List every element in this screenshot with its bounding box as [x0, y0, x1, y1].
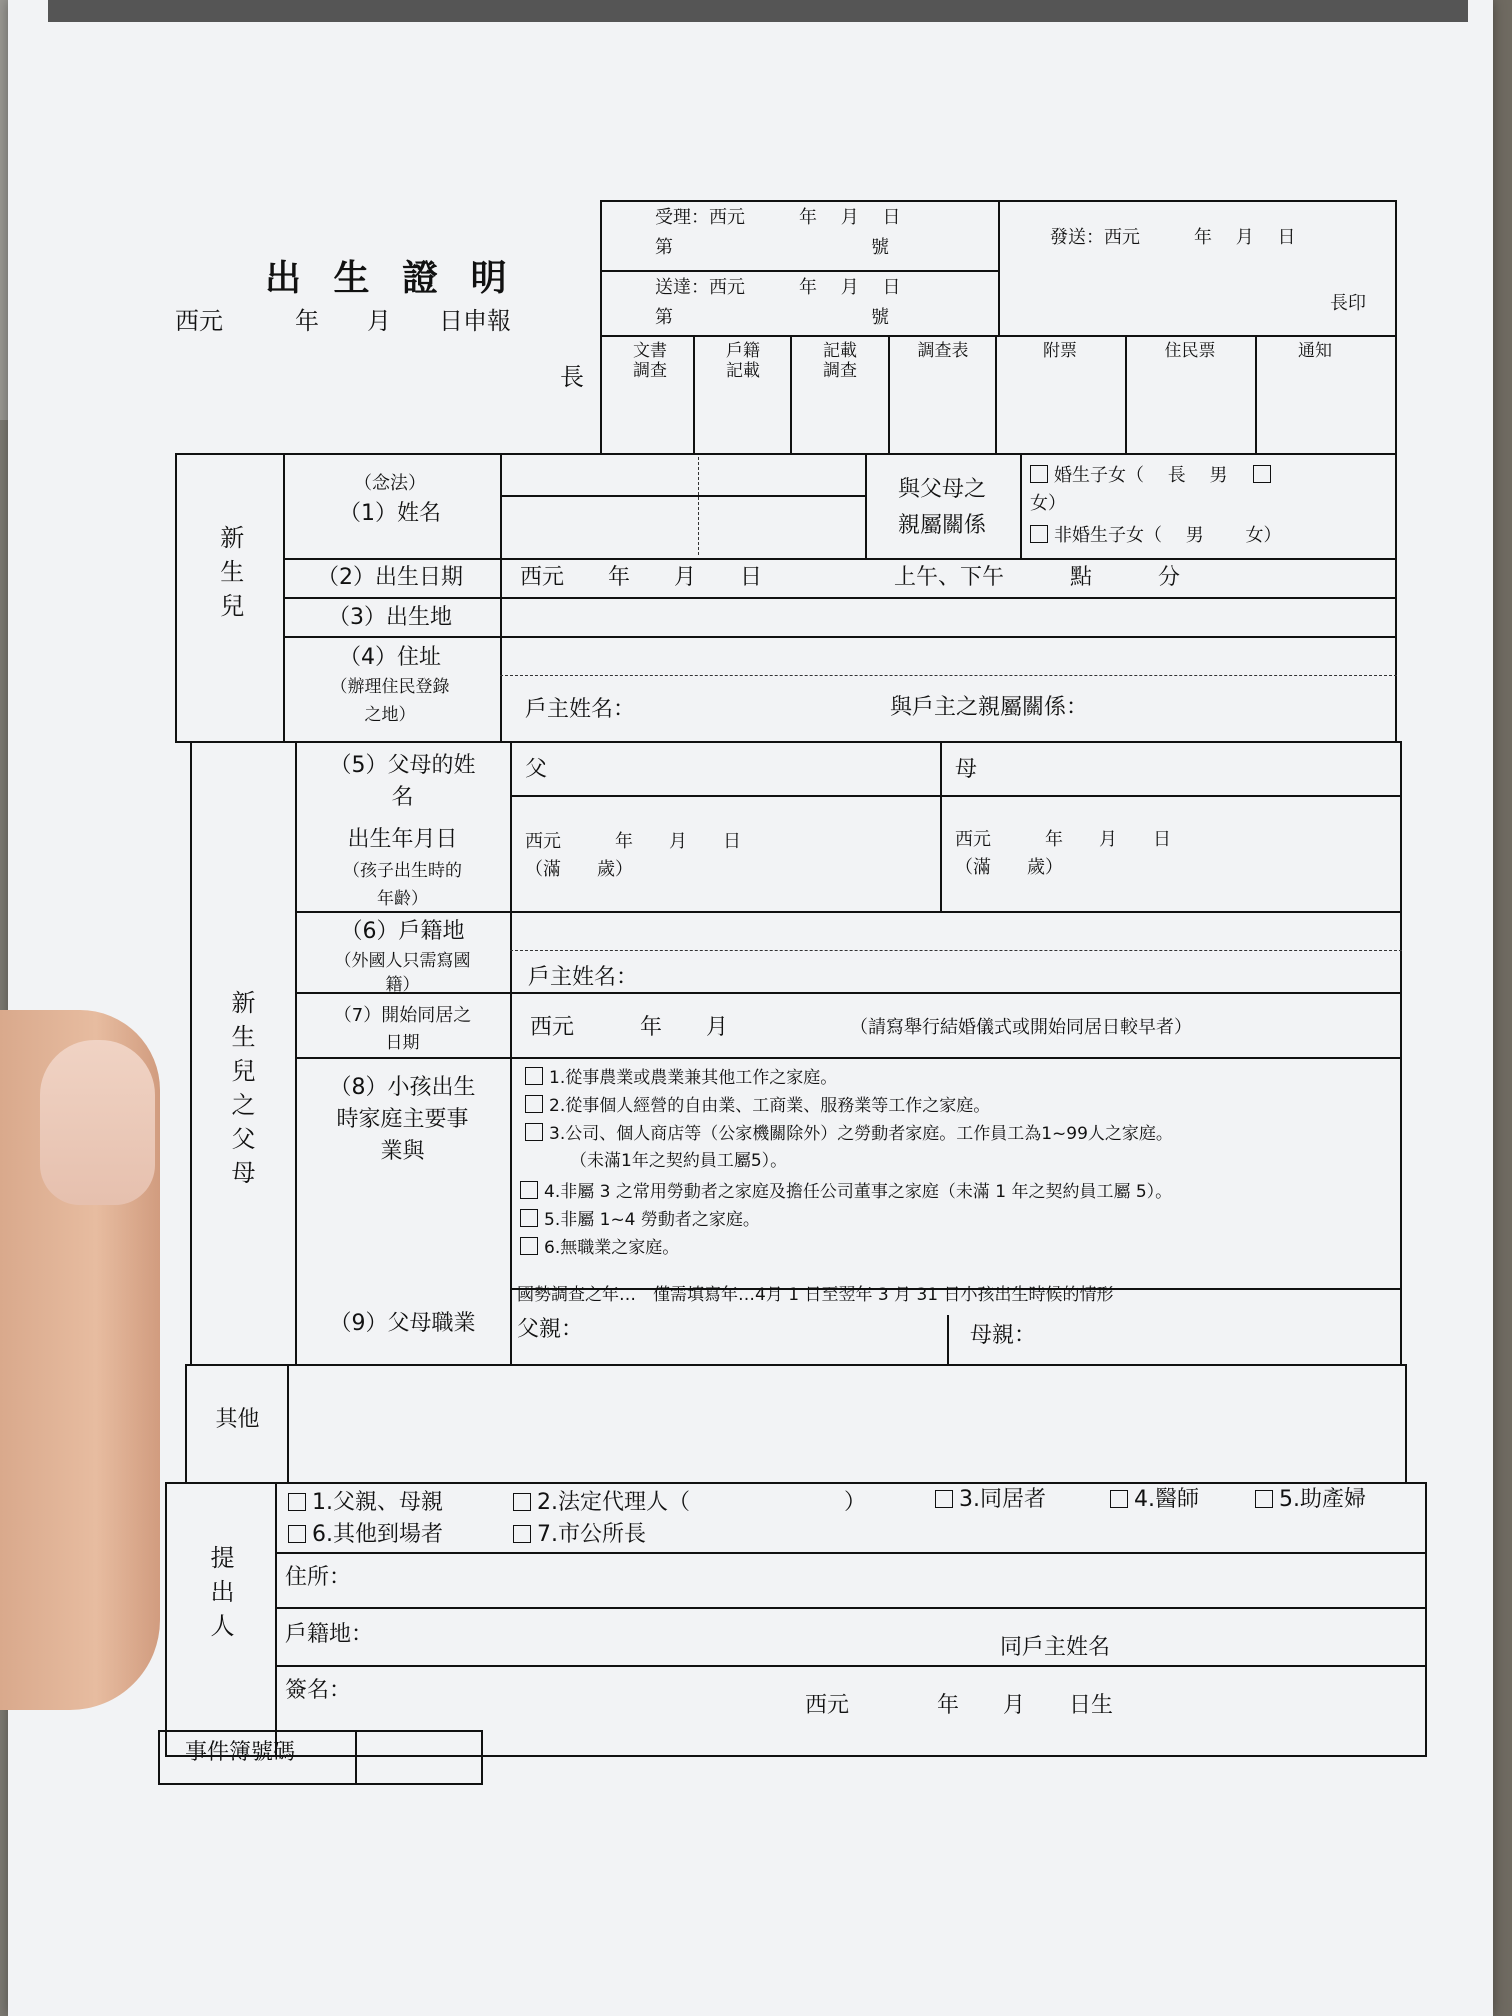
parent-dob-note-2: 年齡）: [377, 889, 428, 909]
birth-place-label: （3）出生地: [328, 605, 452, 630]
parent-dob-label: 出生年月日: [347, 827, 458, 852]
event-number-label: 事件簿號碼: [185, 1740, 296, 1765]
col-record-survey: 記載 調查: [823, 341, 857, 382]
occupation-option-3-note: （未滿1年之契約員工屬5）。: [570, 1151, 788, 1171]
filer-option-5[interactable]: 5.助產婦: [1255, 1487, 1366, 1513]
illegitimate-checkbox[interactable]: [1030, 525, 1048, 543]
census-note: 國勢調查之年… 僅需填寫年…4月 1 日至翌年 3 月 31 日小孩出生時候的情形: [517, 1285, 1114, 1305]
cohab-label-1: （7）開始同居之: [333, 1005, 472, 1026]
filer-option-2[interactable]: 2.法定代理人（ ）: [513, 1490, 866, 1516]
registry-note-1: （外國人只需寫國: [334, 951, 471, 971]
birth-date-label: （2）出生日期: [317, 565, 463, 590]
name-reading-label: （念法）: [354, 473, 426, 494]
filer-birth-date[interactable]: 西元 年 月 日生: [805, 1693, 1114, 1718]
address-note-1: （辦理住民登錄: [330, 677, 450, 697]
mother-age[interactable]: （滿 歲）: [955, 857, 1063, 878]
report-date: 西元 年 月 日申報: [175, 307, 511, 335]
mother-name-label[interactable]: 母: [955, 757, 978, 782]
occupation-option-5[interactable]: 5.非屬 1~4 勞動者之家庭。: [520, 1209, 760, 1230]
received-line2: 第 號: [655, 237, 889, 258]
cohab-note: （請寫舉行結婚儀式或開始同居日較早者）: [850, 1017, 1192, 1038]
filer-signature[interactable]: 簽名：: [285, 1678, 352, 1703]
occupation-label-3: 業與: [380, 1139, 425, 1164]
occupation-option-1[interactable]: 1.從事農業或農業兼其他工作之家庭。: [525, 1067, 837, 1088]
job-label: （9）父母職業: [329, 1311, 476, 1336]
other-label: 其他: [215, 1407, 260, 1432]
address-note-2: 之地）: [364, 705, 416, 725]
col-doc-survey: 文書 調查: [633, 341, 667, 382]
occupation-option-4[interactable]: 4.非屬 3 之常用勞動者之家庭及擔任公司董事之家庭（未滿 1 年之契約員工屬 5）。: [520, 1181, 1172, 1202]
father-job[interactable]: 父親：: [517, 1317, 584, 1342]
legitimate-checkbox[interactable]: [1030, 465, 1048, 483]
chief-seal: 長印: [1330, 293, 1366, 314]
filer-option-3[interactable]: 3.同居者: [935, 1487, 1046, 1513]
occupation-label-1: （8）小孩出生: [329, 1075, 476, 1100]
registry-label: （6）戶籍地: [340, 919, 465, 944]
name-label: （1）姓名: [339, 501, 441, 526]
col-attachment: 附票: [1043, 341, 1077, 361]
father-name-label[interactable]: 父: [525, 757, 548, 782]
cohab-label-2: 日期: [385, 1033, 420, 1053]
same-householder-label: 同戶主姓名: [1000, 1635, 1111, 1660]
checkbox[interactable]: [520, 1237, 538, 1255]
birth-certificate-form: [160, 195, 1400, 1795]
legitimate-child-option[interactable]: 婚生子女（ 長 男: [1030, 465, 1277, 487]
filer-option-1[interactable]: 1.父親、母親: [288, 1490, 443, 1516]
male-checkbox[interactable]: [1253, 465, 1271, 483]
address-label: （4）住址: [339, 645, 441, 670]
filer-address[interactable]: 住所：: [285, 1565, 352, 1590]
filer-label: 提出人: [206, 1545, 234, 1647]
col-notice: 通知: [1298, 341, 1332, 361]
cohab-date[interactable]: 西元 年 月: [530, 1015, 729, 1040]
checkbox[interactable]: [1110, 1490, 1128, 1508]
father-dob[interactable]: 西元 年 月 日: [525, 831, 741, 852]
legitimate-female: 女）: [1030, 493, 1066, 514]
father-age[interactable]: （滿 歲）: [525, 859, 633, 880]
checkbox[interactable]: [513, 1525, 531, 1543]
col-survey-table: 調查表: [917, 341, 969, 361]
sent-line: 發送：西元 年 月 日: [1050, 227, 1296, 248]
registry-note-2: 籍）: [385, 975, 420, 995]
checkbox[interactable]: [935, 1490, 953, 1508]
filer-option-4[interactable]: 4.醫師: [1110, 1487, 1199, 1513]
other-section: [185, 1364, 1407, 1484]
parent-dob-note-1: （孩子出生時的: [343, 861, 462, 881]
birth-date-value[interactable]: 西元 年 月 日 上午、下午 點 分: [520, 565, 1181, 590]
relation-label-1: 與父母之: [897, 477, 986, 502]
checkbox[interactable]: [525, 1067, 543, 1085]
col-resident-card: 住民票: [1164, 341, 1216, 361]
parent-names-label-2: 名: [391, 785, 414, 810]
relation-label-2: 親屬關係: [897, 513, 986, 538]
received-line1: 受理：西元 年 月 日: [655, 207, 901, 228]
parent-names-label-1: （5）父母的姓: [329, 753, 476, 778]
delivered-line1: 送達：西元 年 月 日: [655, 277, 901, 298]
illegitimate-child-option[interactable]: 非婚生子女（ 男 女）: [1030, 525, 1281, 547]
filer-registry[interactable]: 戶籍地：: [285, 1622, 374, 1647]
delivered-line2: 第 號: [655, 307, 889, 328]
registry-householder[interactable]: 戶主姓名：: [528, 965, 639, 990]
parents-label: 新生兒之父母: [227, 990, 255, 1194]
checkbox[interactable]: [525, 1095, 543, 1113]
form-title: 出 生 證 明: [265, 258, 517, 299]
filer-option-7[interactable]: 7.市公所長: [513, 1522, 646, 1548]
filer-option-6[interactable]: 6.其他到場者: [288, 1522, 443, 1548]
occupation-option-3[interactable]: 3.公司、個人商店等（公家機關除外）之勞動者家庭。工作員工為1~99人之家庭。: [525, 1123, 1173, 1144]
occupation-option-2[interactable]: 2.從事個人經營的自由業、工商業、服務業等工作之家庭。: [525, 1095, 990, 1116]
col-registry-record: 戶籍 記載: [726, 341, 760, 382]
checkbox[interactable]: [525, 1123, 543, 1141]
newborn-label: 新生兒: [215, 525, 244, 627]
checkbox[interactable]: [288, 1525, 306, 1543]
checkbox[interactable]: [513, 1493, 531, 1511]
mother-dob[interactable]: 西元 年 月 日: [955, 829, 1171, 850]
top-edge-stripe: [48, 0, 1468, 22]
checkbox[interactable]: [1255, 1490, 1273, 1508]
householder-name[interactable]: 戶主姓名：: [525, 697, 636, 722]
mother-job[interactable]: 母親：: [970, 1323, 1037, 1348]
occupation-option-6[interactable]: 6.無職業之家庭。: [520, 1237, 679, 1258]
householder-relation[interactable]: 與戶主之親屬關係：: [890, 695, 1089, 720]
checkbox[interactable]: [288, 1493, 306, 1511]
occupation-label-2: 時家庭主要事: [336, 1107, 469, 1132]
chief-label: 長: [560, 363, 584, 391]
checkbox[interactable]: [520, 1209, 538, 1227]
checkbox[interactable]: [520, 1181, 538, 1199]
thumbnail: [40, 1040, 155, 1205]
